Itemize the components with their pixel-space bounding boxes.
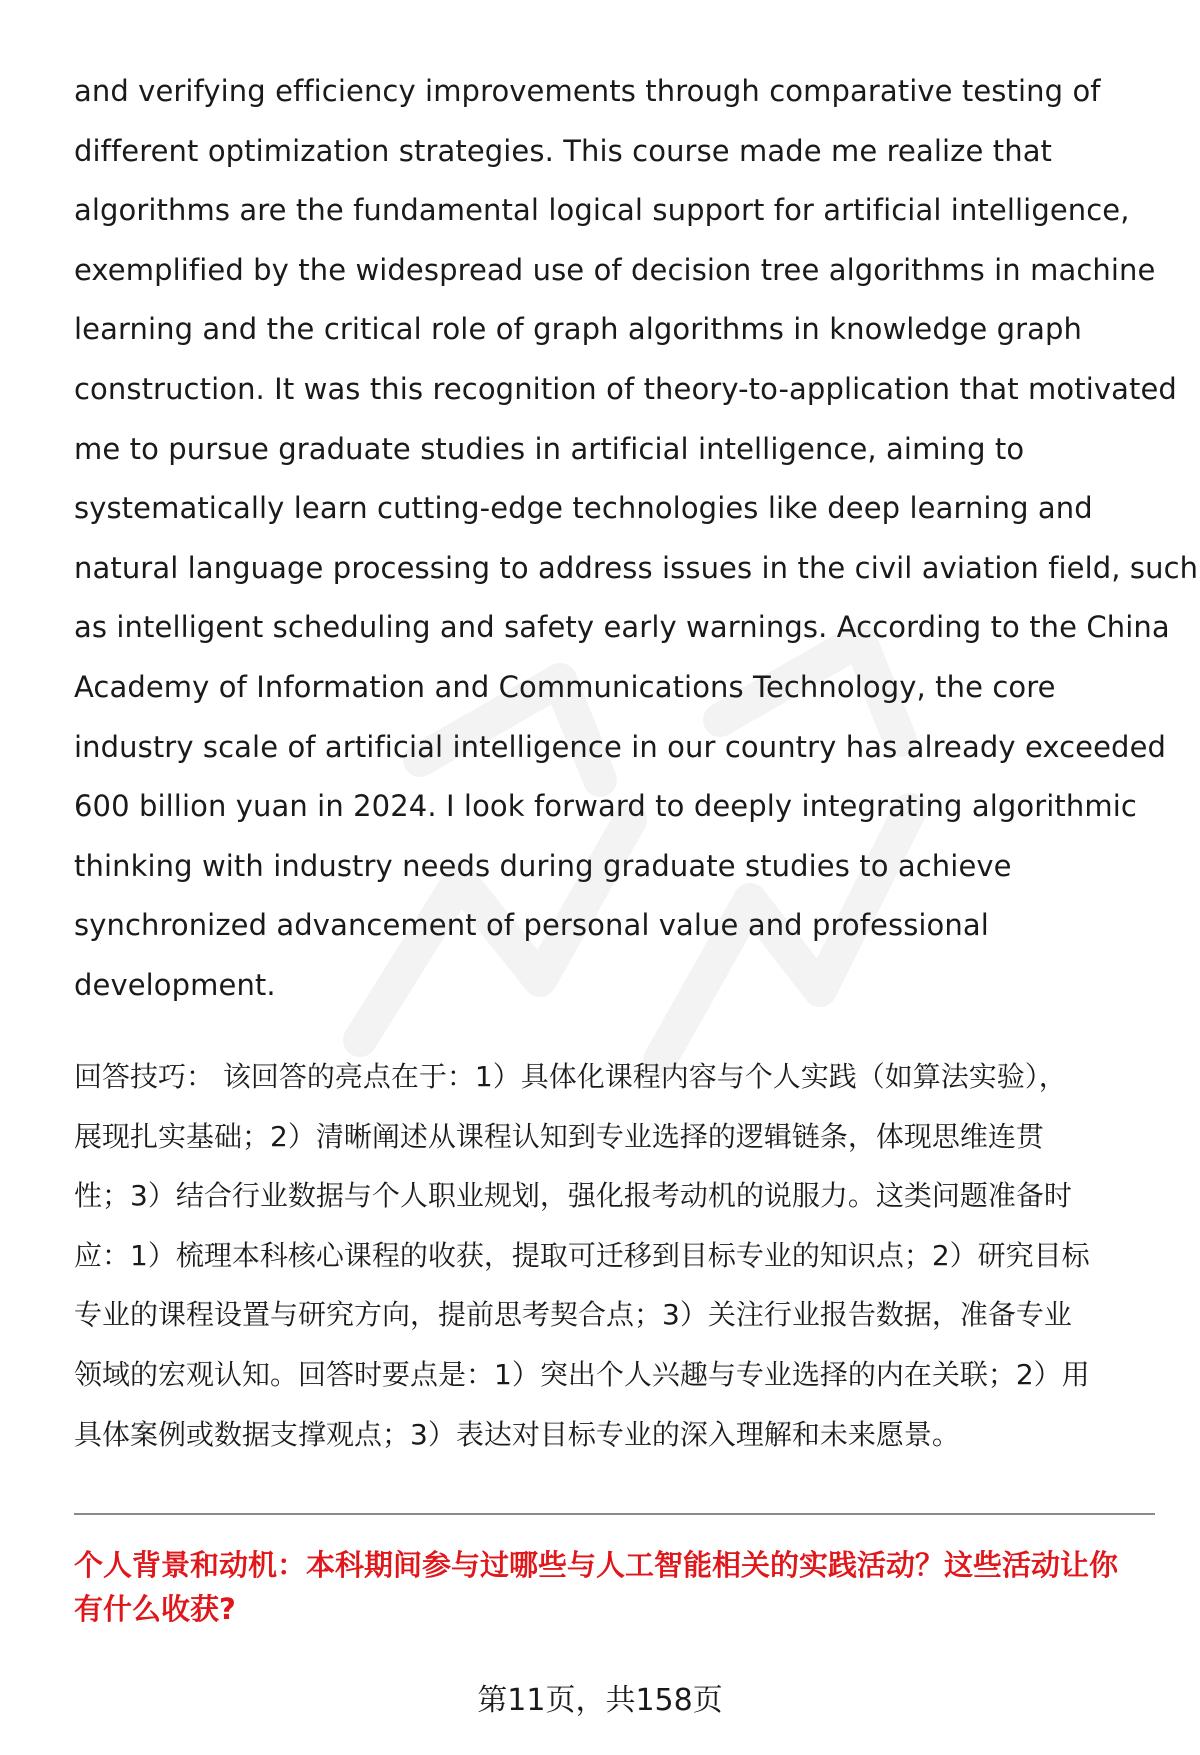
essay-line: different optimization strategies. This course made me realize that — [74, 133, 1053, 168]
tips-line: 展现扎实基础；2）清晰阐述从课程认知到专业选择的逻辑链条，体现思维连贯 — [74, 1119, 1044, 1153]
question-line: 有什么收获? — [74, 1592, 236, 1626]
section-divider — [74, 1513, 1155, 1515]
essay-line: 600 billion yuan in 2024. I look forward to deeply integrating algorithmic — [74, 789, 1137, 824]
essay-line: me to pursue graduate studies in artificial intelligence, aiming to — [74, 431, 1025, 466]
tips-line: 领域的宏观认知。回答时要点是：1）突出个人兴趣与专业选择的内在关联；2）用 — [74, 1357, 1090, 1391]
essay-line: as intelligent scheduling and safety early warnings. According to the China — [74, 610, 1170, 645]
essay-line: algorithms are the fundamental logical support for artificial intelligence, — [74, 193, 1130, 228]
essay-line: thinking with industry needs during graduate studies to achieve — [74, 848, 1012, 883]
essay-line: natural language processing to address issues in the civil aviation field, such — [74, 550, 1199, 585]
essay-line: systematically learn cutting-edge technologies like deep learning and — [74, 491, 1093, 526]
tips-line: 专业的课程设置与研究方向，提前思考契合点；3）关注行业报告数据，准备专业 — [74, 1298, 1072, 1332]
tips-line: 回答技巧： 该回答的亮点在于：1）具体化课程内容与个人实践（如算法实验）， — [74, 1060, 1067, 1093]
essay-line: industry scale of artificial intelligence in our country has already exceeded — [74, 729, 1167, 764]
essay-line: Academy of Information and Communications Technology, the core — [74, 669, 1056, 704]
next-question-heading — [74, 1543, 1159, 1631]
page-number-footer: 第11页，共158页 — [477, 1683, 723, 1718]
essay-paragraph — [74, 62, 1199, 1016]
answer-tips-paragraph — [74, 1047, 1154, 1464]
essay-line: exemplified by the widespread use of decision tree algorithms in machine — [74, 252, 1156, 287]
tips-line: 具体案例或数据支撑观点；3）表达对目标专业的深入理解和未来愿景。 — [74, 1417, 960, 1451]
essay-line: synchronized advancement of personal value and professional — [74, 908, 989, 943]
question-line: 个人背景和动机：本科期间参与过哪些与人工智能相关的实践活动？这些活动让你 — [74, 1548, 1119, 1582]
essay-line: learning and the critical role of graph algorithms in knowledge graph — [74, 312, 1083, 347]
essay-line: construction. It was this recognition of theory-to-application that motivated — [74, 371, 1177, 406]
tips-line: 性；3）结合行业数据与个人职业规划，强化报考动机的说服力。这类问题准备时 — [74, 1179, 1072, 1213]
tips-line: 应：1）梳理本科核心课程的收获，提取可迁移到目标专业的知识点；2）研究目标 — [74, 1238, 1090, 1272]
essay-line: development. — [74, 967, 276, 1002]
essay-line: and verifying efficiency improvements through comparative testing of — [74, 74, 1101, 108]
